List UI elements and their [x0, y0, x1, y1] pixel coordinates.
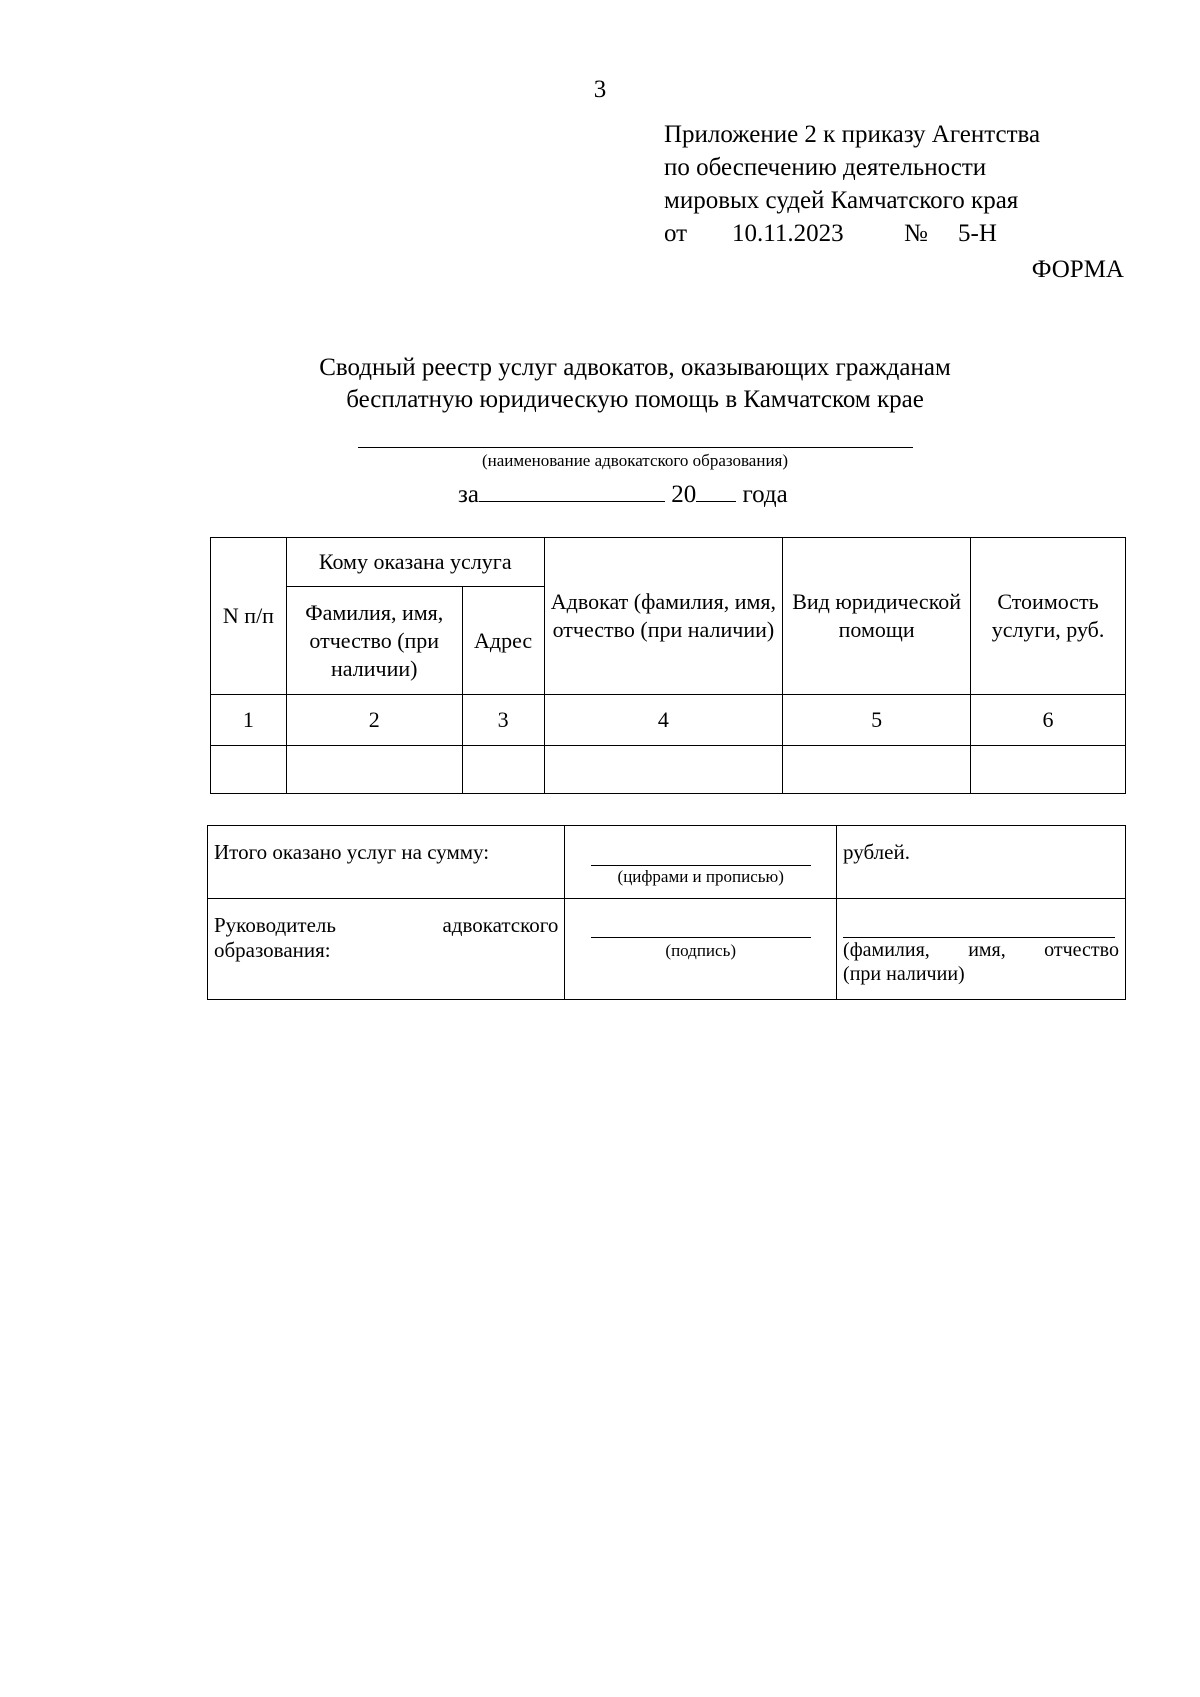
fio-caption-word-3: отчество: [1044, 939, 1119, 961]
signature-caption: (подпись): [665, 941, 736, 960]
period-field[interactable]: [479, 475, 665, 502]
amount-cell: [565, 826, 837, 899]
data-cell[interactable]: [462, 746, 544, 794]
signature-field[interactable]: [591, 937, 811, 938]
approval-order-line: [664, 217, 1114, 250]
signature-cell: [565, 899, 837, 1000]
column-number: 2: [286, 695, 462, 746]
header-address: Адрес: [462, 587, 544, 695]
page-number: 3: [593, 76, 607, 103]
column-number: 1: [211, 695, 287, 746]
amount-caption: (цифрами и прописью): [617, 867, 784, 886]
data-cell[interactable]: [211, 746, 287, 794]
approval-line-1: Приложение 2 к приказу Агентства: [664, 121, 1041, 148]
fio-caption-word-2: имя,: [968, 939, 1006, 961]
form-label: ФОРМА: [1031, 256, 1124, 283]
header-num: N п/п: [211, 538, 287, 695]
head-label-word-1: Руководитель: [214, 913, 336, 937]
approval-line-2: по обеспечению деятельности: [664, 154, 987, 181]
head-label-line-2: образования:: [214, 938, 331, 962]
document-title-line-1: Сводный реестр услуг адвокатов, оказывающих гражданам: [319, 354, 951, 381]
column-number-row: [211, 695, 1126, 746]
header-full-name: Фамилия, имя, отчество (при наличии): [286, 587, 462, 695]
data-cell[interactable]: [286, 746, 462, 794]
summary-table: [207, 825, 1126, 1000]
total-label-cell: [208, 826, 565, 899]
registry-table: [210, 537, 1126, 794]
column-number: 3: [462, 695, 544, 746]
currency-cell: [837, 826, 1126, 899]
organization-caption: (наименование адвокатского образования): [481, 451, 789, 470]
table-row: [211, 746, 1126, 794]
currency-label: рублей.: [843, 840, 910, 864]
header-lawyer: Адвокат (фамилия, имя, отчество (при наличии): [544, 538, 783, 695]
header-help-type: Вид юридической помощи: [783, 538, 971, 695]
period-line: [458, 475, 788, 511]
head-label-line-1: [214, 913, 558, 938]
fio-caption-line-2: (при наличии): [843, 963, 965, 985]
document-title: [0, 352, 1200, 416]
fio-caption-word-1: (фамилия,: [843, 939, 930, 961]
head-label-cell: [208, 899, 565, 1000]
order-number: 5-Н: [958, 220, 997, 247]
period-prefix: за: [458, 481, 479, 508]
data-cell[interactable]: [971, 746, 1126, 794]
year-prefix: 20: [671, 481, 697, 508]
data-cell[interactable]: [544, 746, 783, 794]
fio-caption-line-1: [843, 938, 1119, 962]
header-recipient-group: Кому оказана услуга: [286, 538, 544, 587]
organization-name-field[interactable]: [358, 447, 913, 448]
document-title-line-2: бесплатную юридическую помощь в Камчатском крае: [346, 386, 924, 413]
period-suffix: года: [742, 481, 788, 508]
fio-cell: [837, 899, 1126, 1000]
column-number: 4: [544, 695, 783, 746]
head-label-word-2: адвокатского: [442, 913, 559, 937]
order-date: 10.11.2023: [732, 220, 844, 247]
year-field[interactable]: [696, 475, 736, 502]
order-from-label: от: [664, 220, 688, 247]
header-cost: Стоимость услуги, руб.: [971, 538, 1126, 695]
order-number-sign: №: [904, 220, 928, 247]
column-number: 6: [971, 695, 1126, 746]
column-number: 5: [783, 695, 971, 746]
approval-block: [664, 118, 1114, 250]
total-label: Итого оказано услуг на сумму:: [214, 840, 490, 864]
data-cell[interactable]: [783, 746, 971, 794]
approval-line-3: мировых судей Камчатского края: [664, 187, 1019, 214]
